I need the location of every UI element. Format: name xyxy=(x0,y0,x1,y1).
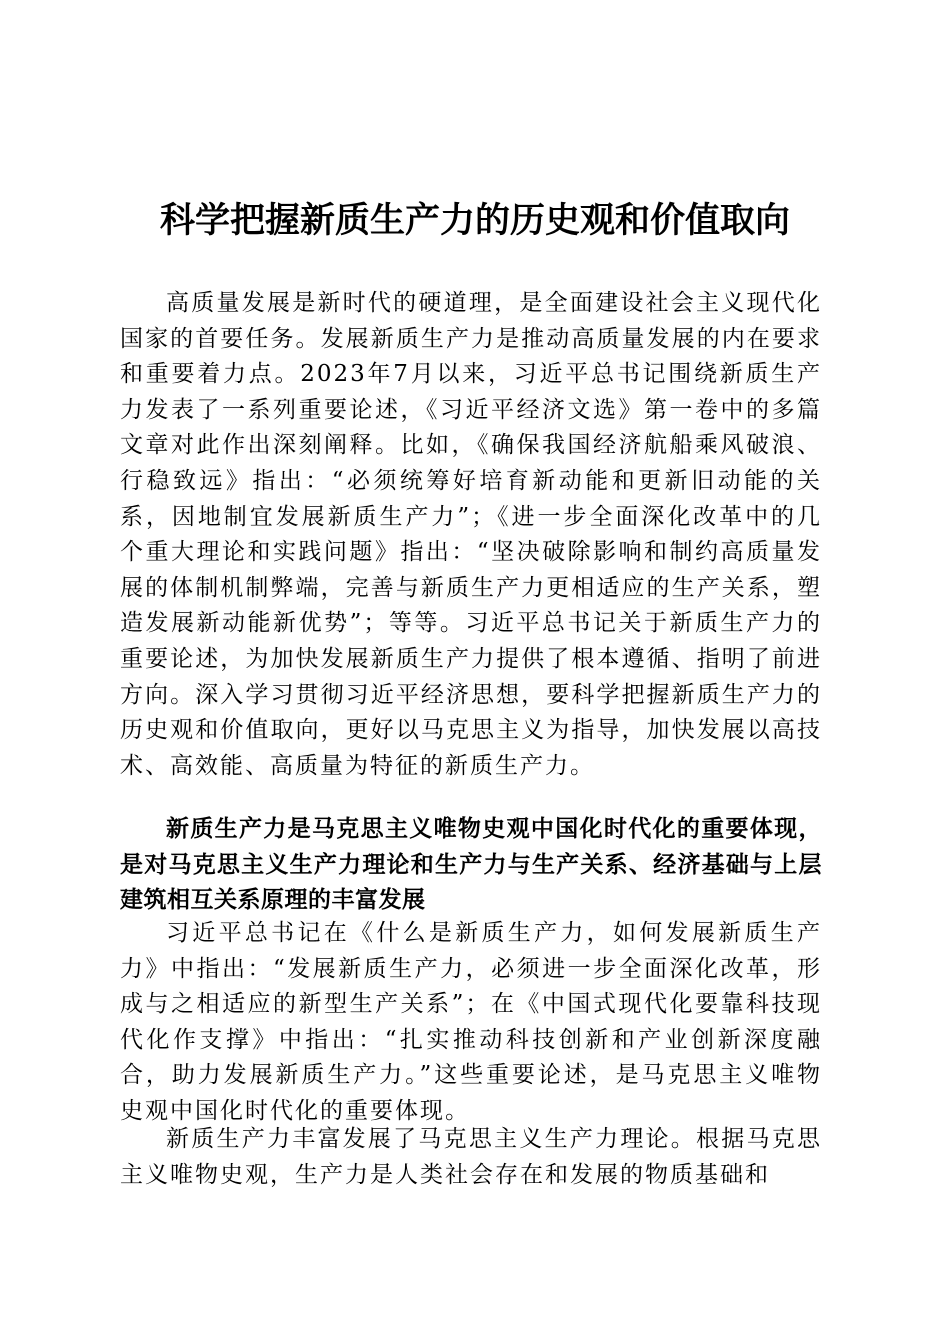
document-title: 科学把握新质生产力的历史观和价值取向 xyxy=(159,200,790,241)
paragraph-intro: 高质量发展是新时代的硬道理，是全面建设社会主义现代化国家的首要任务。发展新质生产力是推动高质量发展的内在要求和重要着力点。2023年7月以来，习近平总书记围绕新质生产力发表了一系列重要论述，《习近平经济文选》第一卷中的多篇文章对此作出深刻阐释。比如，《确保我国经济航船乘风破浪、行稳致远》指出：“必须统筹好培育新动能和更新旧动能的关系，因地制宜发展新质生产力”；《进一步全面深化改革中的几个重大理论和实践问题》指出：“坚决破除影响和制约高质量发展的体制机制弊端，完善与新质生产力更相适应的生产关系，塑造发展新动能新优势”；等等。习近平总书记关于新质生产力的重要论述，为加快发展新质生产力提供了根本遵循、指明了前进方向。深入学习贯彻习近平经济思想，要科学把握新质生产力的历史观和价值取向，更好以马克思主义为指导，加快发展以高技术、高效能、高质量为特征的新质生产力。 xyxy=(120,290,822,779)
paragraph-section-2: 新质生产力丰富发展了马克思主义生产力理论。根据马克思主义唯物史观，生产力是人类社会存在和发展的物质基础和 xyxy=(120,1126,822,1188)
section-heading: 新质生产力是马克思主义唯物史观中国化时代化的重要体现，是对马克思主义生产力理论和生产力与生产关系、经济基础与上层建筑相互关系原理的丰富发展 xyxy=(120,816,822,914)
paragraph-section-1: 习近平总书记在《什么是新质生产力，如何发展新质生产力》中指出：“发展新质生产力，必须进一步全面深化改革，形成与之相适应的新型生产关系”；在《中国式现代化要靠科技现代化作支撑》中指出：“扎实推动科技创新和产业创新深度融合，助力发展新质生产力。”这些重要论述，是马克思主义唯物史观中国化时代化的重要体现。 xyxy=(120,920,822,1124)
